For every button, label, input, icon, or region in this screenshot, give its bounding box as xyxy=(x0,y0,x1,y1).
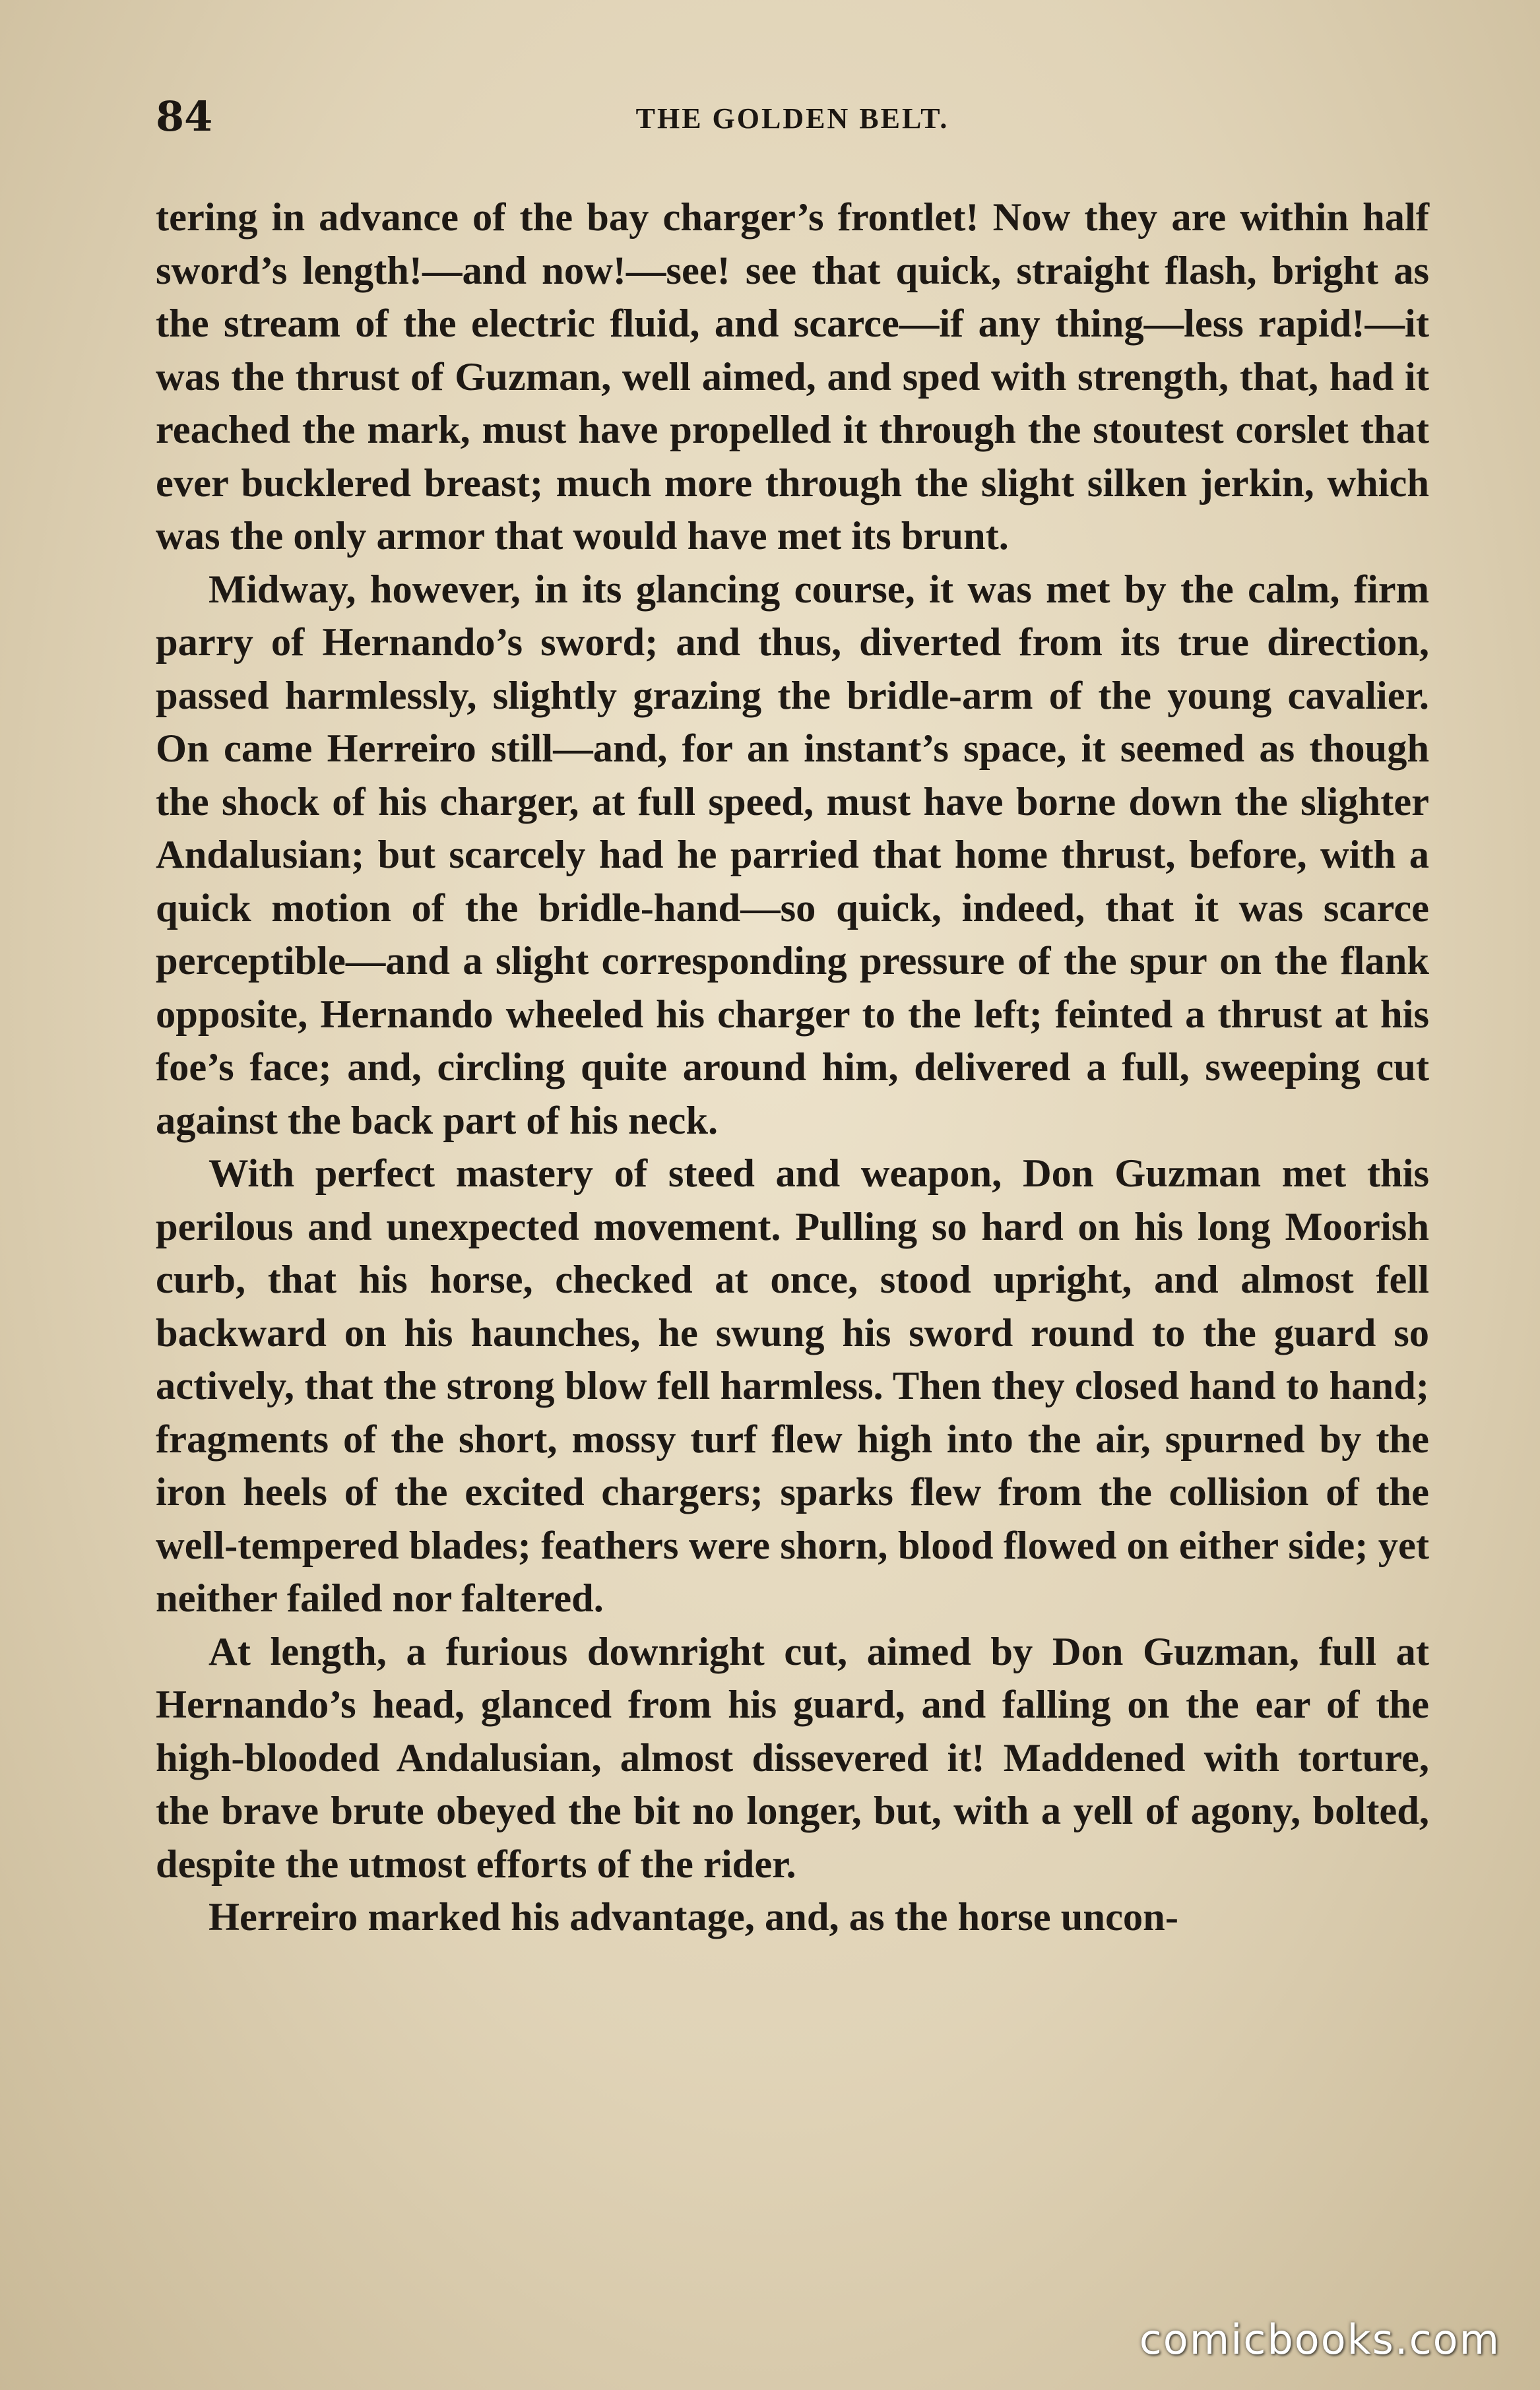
paragraph-3: With perfect mastery of steed and weapon, Don Guzman met this perilous and unexpected movement. Pulling so hard on his long Moorish curb, that his horse, checked at once, stood upright, and almost fell backward on his haunches, he swung his sword round to the guard so actively, that the strong blow fell harmless. Then they closed hand to hand; fragments of the short, mossy turf flew high into the air, spurned by the iron heels of the excited chargers; sparks flew from the collision of the well-tempered blades; feathers were shorn, blood flowed on either side; yet neither failed nor faltered. xyxy=(156,1151,1429,1621)
body-text xyxy=(156,191,1429,1945)
paragraph-1: tering in advance of the bay charger’s frontlet! Now they are within half sword’s length!—and now!—see! see that quick, straight flash, bright as the stream of the electric fluid, and scarce—if any thing—less rapid!—it was the thrust of Guzman, well aimed, and sped with strength, that, had it reached the mark, must have propelled it through the stoutest corslet that ever bucklered breast; much more through the slight silken jerkin, which was the only armor that would have met its brunt. xyxy=(156,195,1429,558)
paragraph-4: At length, a furious downright cut, aimed by Don Guzman, full at Hernando’s head, glanced from his guard, and falling on the ear of the high-blooded Andalusian, almost dissevered it! Maddened with torture, the brave brute obeyed the bit no longer, but, with a yell of agony, bolted, despite the utmost efforts of the rider. xyxy=(156,1629,1429,1887)
paragraph-5: Herreiro marked his advantage, and, as the horse uncon- xyxy=(209,1895,1178,1939)
watermark: comicbooks.com xyxy=(1139,2315,1500,2364)
paragraph-2: Midway, however, in its glancing course, it was met by the calm, firm parry of Hernando’s sword; and thus, diverted from its true direction, passed harmlessly, slightly grazing the bridle-arm of the young cavalier. On came Herreiro still—and, for an instant’s space, it seemed as though the shock of his charger, at full speed, must have borne down the slighter Andalusian; but scarcely had he parried that home thrust, before, with a quick motion of the bridle-hand—so quick, indeed, that it was scarce perceptible—and a slight corresponding pressure of the spur on the flank opposite, Hernando wheeled his charger to the left; feinted a thrust at his foe’s face; and, circling quite around him, delivered a full, sweeping cut against the back part of his neck. xyxy=(156,567,1429,1143)
page-header xyxy=(156,92,1429,152)
page-number: 84 xyxy=(156,92,213,141)
running-head: THE GOLDEN BELT. xyxy=(635,102,949,135)
